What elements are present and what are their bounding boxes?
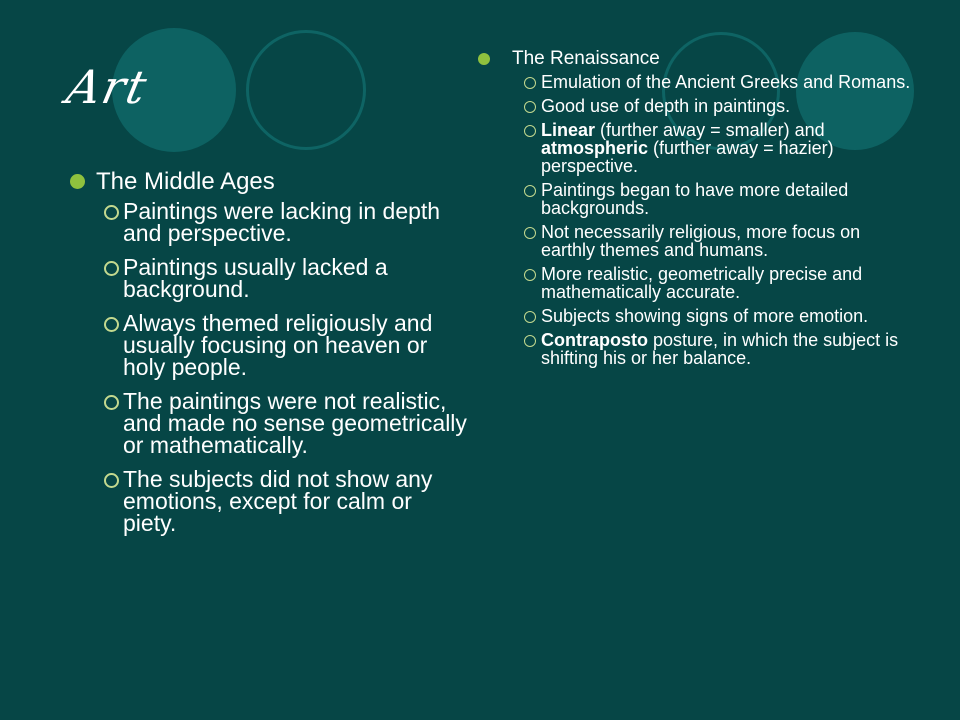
decorative-circle-outline (246, 30, 366, 150)
list-item (524, 97, 918, 115)
list-item (104, 200, 470, 244)
list-item (524, 307, 918, 325)
list-item (524, 181, 918, 217)
list-item-text: The subjects did not show any emotions, except for calm or piety. (123, 466, 433, 536)
bold-term-linear: Linear (541, 120, 596, 140)
renaissance-sublist (524, 73, 918, 367)
ring-bullet-icon (104, 395, 119, 410)
list-item (524, 223, 918, 259)
renaissance-list (478, 48, 918, 373)
list-item-text: Paintings usually lacked a background. (123, 254, 388, 302)
bold-term-contraposto: Contraposto (541, 330, 648, 350)
ring-bullet-icon (104, 473, 119, 488)
list-item-text: Not necessarily religious, more focus on earthly themes and humans. (541, 222, 861, 260)
bold-term-atmospheric: atmospheric (541, 138, 649, 158)
ring-bullet-icon (104, 317, 119, 332)
bullet-dot-icon (70, 174, 85, 189)
list-item-text: Paintings were lacking in depth and perspective. (123, 198, 441, 246)
ring-bullet-icon (524, 185, 536, 197)
list-item (104, 390, 470, 456)
list-item-text: More realistic, geometrically precise and mathematically accurate. (541, 264, 863, 302)
ring-bullet-icon (524, 101, 536, 113)
middle-ages-list (70, 168, 470, 546)
list-item (104, 312, 470, 378)
list-item (104, 256, 470, 300)
middle-ages-sublist (104, 200, 470, 534)
slide-title: Art (62, 60, 154, 114)
ring-bullet-icon (524, 77, 536, 89)
list-heading-item (478, 48, 918, 367)
list-item-text: (further away = hazier) perspective. (541, 138, 834, 176)
list-item (524, 331, 918, 367)
list-heading-item (70, 168, 470, 534)
renaissance-heading: The Renaissance (512, 48, 660, 69)
ring-bullet-icon (104, 205, 119, 220)
list-item (524, 73, 918, 91)
ring-bullet-icon (524, 227, 536, 239)
ring-bullet-icon (104, 261, 119, 276)
middle-ages-heading: The Middle Ages (96, 168, 275, 195)
ring-bullet-icon (524, 335, 536, 347)
list-item-text: Always themed religiously and usually focusing on heaven or holy people. (123, 310, 433, 380)
ring-bullet-icon (524, 269, 536, 281)
list-item (524, 121, 918, 175)
list-item-text: posture, in which the subject is shifting his or her balance. (541, 330, 899, 368)
list-item (524, 265, 918, 301)
list-item-text: Good use of depth in paintings. (541, 96, 791, 116)
ring-bullet-icon (524, 311, 536, 323)
list-item-text: Emulation of the Ancient Greeks and Romans. (541, 72, 911, 92)
bullet-dot-icon (478, 53, 490, 65)
ring-bullet-icon (524, 125, 536, 137)
list-item (104, 468, 470, 534)
list-item-text: Subjects showing signs of more emotion. (541, 306, 869, 326)
list-item-text: Paintings began to have more detailed backgrounds. (541, 180, 849, 218)
list-item-text: The paintings were not realistic, and made no sense geometrically or mathematically. (123, 388, 467, 458)
list-item-text: (further away = smaller) and (595, 120, 825, 140)
